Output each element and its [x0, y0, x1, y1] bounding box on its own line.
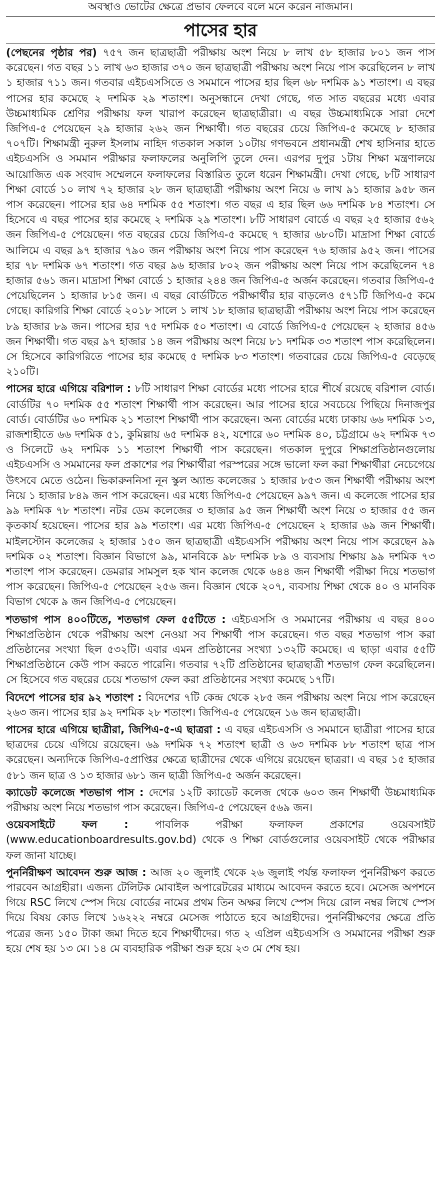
article-paragraph: [6, 46, 435, 380]
paragraph-text: পাবলিক পরীক্ষা ফলাফল প্রকাশের ওয়েবসাইট (www.educationboardresults.gov.bd) থেকে ও শিক্ষা বোর্ডগুলোর ওয়েবসাইট থেকে পরীক্ষার ফল জানা যাচ্ছে।: [6, 819, 435, 862]
subheading-full-pass-fail: শতভাগ পাস ৪০০টিতে, শতভাগ ফেল ৫৫টিতে :: [6, 613, 226, 626]
paragraph-text: আজ ২০ জুলাই থেকে ২৬ জুলাই পর্যন্ত ফলাফল পুনর্নিরীক্ষণ করতে পারবেন আগ্রহীরা। এজন্য টেলিটক মোবাইল অপারেটরের মাধ্যমে আবেদন করতে হবে। মেসেজ অপশনে গিয়ে RSC লিখে স্পেস দিয়ে বোর্ডের নামের প্রথম তিন অক্ষর লিখে স্পেস দিয়ে রোল নম্বর লিখে স্পেস দিয়ে বিষয় কোড লিখে ১৬২২২ নম্বরে মেসেজ পাঠাতে হবে আগ্রহীদের। পুনর্নিরীক্ষণের ক্ষেত্রে প্রতি পত্রের জন্য ১৫০ টাকা জমা দিতে হবে শিক্ষার্থীদের। গত ২ এপ্রিল এইচএসসি ও সমমানের পরীক্ষা শুরু হয়ে শেষ হয় ১৩ মে। ১৪ মে ব্যবহারিক পরীক্ষা শুরু হয়ে ২৩ মে শেষ হয়।: [6, 866, 435, 955]
article-headline: পাসের হার: [6, 19, 435, 44]
divider: [6, 16, 435, 17]
article-paragraph: [6, 613, 435, 689]
continuation-label: (পেছনের পৃষ্ঠার পর): [6, 47, 97, 59]
paragraph-text: দেশের ১২টি ক্যাডেট কলেজ থেকে ৬০৩ জন শিক্ষার্থী উচ্চমাধ্যমিক পরীক্ষায় অংশ নিয়ে শতভাগ পাস করেছেন। জিপিএ-৫ পেয়েছেন ৫৬৯ জন।: [6, 786, 435, 814]
paragraph-text: এ বছর এইচএসসি ও সমমানে ছাত্রীরা পাসের হারে ছাত্রদের চেয়ে এগিয়ে রয়েছেন। ৬৯ দশমিক ৭২ শতাংশ ছাত্রী ও ৬৩ দশমিক ৮৮ শতাংশ ছাত্র পাস করেছেন। অন্যদিকে জিপিএ-৫প্রাপ্তির ক্ষেত্রে ছাত্রীদের থেকে এগিয়ে রয়েছেন ছাত্ররা। এ বছর ১৫ হাজার ৫৮১ জন ছাত্র ও ১৩ হাজার ৬৮১ জন ছাত্রী জিপিএ-৫ অর্জন করেছেন।: [6, 723, 436, 782]
subheading-recheck: পুনর্নিরীক্ষণ আবেদন শুরু আজ :: [6, 866, 147, 879]
article-paragraph: [6, 786, 435, 816]
article-paragraph: [6, 818, 435, 864]
subheading-website: ওয়েবসাইটে ফল :: [6, 819, 129, 832]
article-paragraph: [6, 382, 435, 610]
subheading-abroad: বিদেশে পাসের হার ৯২ শতাংশ :: [6, 691, 142, 704]
paragraph-text: বিদেশের ৭টি কেন্দ্র থেকে ২৮৫ জন পরীক্ষায় অংশ নিয়ে পাস করেছেন ২৬৩ জন। পাসের হার ৯২ দশমিক ২৮ শতাংশ। জিপিএ-৫ পেয়েছেন ১৬ জন ছাত্রছাত্রী।: [6, 691, 435, 719]
article-paragraph: [6, 723, 435, 784]
paragraph-text: এইচএসসি ও সমমানের পরীক্ষায় এ বছর ৪০০ শিক্ষাপ্রতিষ্ঠান থেকে পরীক্ষায় অংশ নেওয়া সব শিক্ষার্থী পাস করেছেন। গত বছর শতভাগ পাস করা প্রতিষ্ঠানের সংখ্যা ছিল ৫৩২টি। এবার এমন প্রতিষ্ঠানের সংখ্যা ১৩২টি কমেছে। এ ছাড়া এবার ৫৫টি শিক্ষাপ্রতিষ্ঠানে কেউ পাস করতে পারেনি। গতবার ৭২টি প্রতিষ্ঠানের ছাত্রছাত্রী শতভাগ ফেল করেছিলেন। সে হিসেবে গত বছরের চেয়ে শতভাগ ফেল করা প্রতিষ্ঠানের সংখ্যা কমেছে ১৭টি।: [6, 613, 435, 687]
subheading-barishal: পাসের হারে এগিয়ে বরিশাল :: [6, 383, 132, 396]
paragraph-text: ৭৫৭ জন ছাত্রছাত্রী পরীক্ষায় অংশ নিয়ে ৮ লাখ ৫৮ হাজার ৮০১ জন পাস করেছেন। গত বছর ১১ লাখ ৬৩ হাজার ৩৭০ জন ছাত্রছাত্রী পরীক্ষায় অংশ নিয়ে পাস করেছিলেন ৮ লাখ ১ হাজার ৭১১ জন। গতবার এইচএসসিতে ও সমমানে পাসের হার ছিল ৬৮ দশমিক ৯১ শতাংশ। এ বছর পাসের হার কমেছে ২ দশমিক ২৯ শতাংশ। অনুসন্ধানে দেখা গেছে, গত সাত বছরের মধ্যে এবার উচ্চমাধ্যমিক শ্রেণির পরীক্ষায় ফল খারাপ করেছেন ছাত্রছাত্রীরা। এ বছর উচ্চমাধ্যমিকে সারা দেশে জিপিএ-৫ পেয়েছেন ২৯ হাজার ২৬২ জন শিক্ষার্থী। গত বছরের চেয়ে জিপিএ-৫ কমেছে ৮ হাজার ৭০৭টি। শিক্ষামন্ত্রী নুরুল ইসলাম নাহিদ গতকাল সকাল ১০টায় গণভবনে প্রধানমন্ত্রী শেখ হাসিনার হাতে এইচএসসি ও সমমান পরীক্ষার ফলাফলের অনুলিপি তুলে দেন। এরপর দুপুর ১টায় শিক্ষা মন্ত্রণালয়ে আয়োজিত এক সংবাদ সম্মেলনে ফলাফলের বিস্তারিত তুলে ধরেন শিক্ষামন্ত্রী। দেখা গেছে, ৮টি সাধারণ শিক্ষা বোর্ডে ১০ লাখ ৭২ হাজার ২৮ জন ছাত্রছাত্রী পরীক্ষায় অংশ নিয়ে ৬ লাখ ৯১ হাজার ৯৫৮ জন পাস করেছেন। পাসের হার ৬৪ দশমিক ৫৫ শতাংশ। গত বছর এ হার ছিল ৬৬ দশমিক ৮৪ শতাংশ। সে হিসেবে এ বছর পাসের হার কমেছে ২ দশমিক ২৯ শতাংশ। ৮টি সাধারণ বোর্ডে এ বছর ২৫ হাজার ৫৬২ জন জিপিএ-৫ পেয়েছেন। গত বছরের চেয়ে জিপিএ-৫ কমেছে ৭ হাজার ৬৮০টি। মাদ্রাসা শিক্ষা বোর্ডে আলিমে এ বছর ৯৭ হাজার ৭৯০ জন পরীক্ষায় অংশ নিয়ে পাস করেছেন ৭৬ হাজার ৯৫২ জন। পাসের হার ৭৮ দশমিক ৬৭ শতাংশ। গত বছর ৯৬ হাজার ৮০২ জন পরীক্ষায় অংশ নিয়ে পাস করেছিলেন ৭৪ হাজার ৫৬১ জন। মাদ্রাসা শিক্ষা বোর্ডে ১ হাজার ২৪৪ জন জিপিএ-৫ অর্জন করেছেন। গতবার জিপিএ-৫ পেয়েছিলেন ১ হাজার ৮১৫ জন। এ বছর বোর্ডটিতে পরীক্ষার্থীর হার বাড়লেও ৫৭১টি জিপিএ-৫ কমে গেছে। কারিগরি শিক্ষা বোর্ডে ২০১৮ সালে ১ লাখ ১৮ হাজার ছাত্রছাত্রী পরীক্ষায় অংশ নিয়ে পাস করেছেন ৮৯ হাজার ৮৯ জন। পাসের হার ৭৫ দশমিক ৫০ শতাংশ। এ বোর্ডে জিপিএ-৫ পেয়েছেন ২ হাজার ৪৫৬ জন শিক্ষার্থী। গত বছর ৯৭ হাজার ১৪ জন পরীক্ষায় অংশ নিয়ে ৮১ দশমিক ৩৩ শতাংশ পাস করেছিলেন। সে হিসেবে কারিগরিতে পাসের হার কমেছে ৫ দশমিক ৮৩ শতাংশ। গতবারের চেয়ে জিপিএ-৫ বেড়েছে ২১০টি।: [6, 47, 435, 379]
article-paragraph: [6, 866, 435, 957]
paragraph-text: ৮টি সাধারণ শিক্ষা বোর্ডের মধ্যে পাসের হারে শীর্ষে রয়েছে বরিশাল বোর্ড। বোর্ডটির ৭০ দশমিক ৫৫ শতাংশ শিক্ষার্থী পাস করেছেন। আর পাসের হারে সবচেয়ে পিছিয়ে দিনাজপুর বোর্ড। বোর্ডটির ৬০ দশমিক ২১ শতাংশ শিক্ষার্থী পাস করেছেন। অন্য বোর্ডের মধ্যে ঢাকায় ৬৬ দশমিক ১৩, রাজশাহীতে ৬৬ দশমিক ৫১, কুমিল্লায় ৬৫ দশমিক ৪২, যশোরে ৬০ দশমিক ৪০, চট্টগ্রামে ৬২ দশমিক ৭৩ ও সিলেটে ৬২ দশমিক ১১ শতাংশ শিক্ষার্থী পাস করেছেন। গতকাল দুপুরে শিক্ষাপ্রতিষ্ঠানগুলোয় এইচএসসি ও সমমানের ফল প্রকাশের পর শিক্ষার্থীরা পরস্পরের সঙ্গে ভালো ফল করা শিক্ষার্থীরা নেচেগেয়ে উৎসবে মেতে ওঠেন। ভিকারুননিসা নূন স্কুল অ্যান্ড কলেজের ১ হাজার ৮৫৩ জন শিক্ষার্থী পরীক্ষায় অংশ নিয়ে ১ হাজার ৮৪৯ জন পাস করেছেন। এর মধ্যে জিপিএ-৫ পেয়েছেন ৯৯৭ জন। এ কলেজে পাসের হার ৯৯ দশমিক ৭৮ শতাংশ। নটর ডেম কলেজের ৩ হাজার ৯৫ জন শিক্ষার্থী অংশ নিয়ে ৩ হাজার ৫৫ জন কৃতকার্য হয়েছেন। পাসের হার ৯৯ শতাংশ। এর মধ্যে জিপিএ-৫ পেয়েছেন ২ হাজার ৬৯ জন শিক্ষার্থী। মাইলস্টোন কলেজের ২ হাজার ১৫০ জন ছাত্রছাত্রী এইচএসসি পরীক্ষায় অংশ নিয়ে পাস করেছেন ৯৯ দশমিক ০২ শতাংশ। বিজ্ঞান বিভাগে ৯৯, মানবিকে ৯৮ দশমিক ৮৯ ও ব্যবসায় শিক্ষায় ৯৯ দশমিক ৭৩ শতাংশ পাস করেছেন। ডেমরার সামসুল হক খান কলেজ থেকে ৬৪৪ জন শিক্ষার্থী পরীক্ষা দিয়ে শতভাগ পাস করেছেন। জিপিএ-৫ পেয়েছেন ২৫৬ জন। বিজ্ঞান থেকে ২০৭, ব্যবসায় শিক্ষা থেকে ৪০ ও মানবিক বিভাগ থেকে ৯ জন জিপিএ-৫ পেয়েছেন।: [6, 383, 435, 609]
article-paragraph: [6, 691, 435, 721]
subheading-cadet: ক্যাডেট কলেজে শতভাগ পাস :: [6, 786, 144, 799]
subheading-gender: পাসের হারে এগিয়ে ছাত্রীরা, জিপিএ-৫-এ ছাত্ররা :: [6, 723, 221, 736]
previous-article-tail: অবস্থাও ভোটের ক্ষেত্রে প্রভাব ফেলবে বলে মনে করেন নাজমান।: [88, 1, 353, 13]
